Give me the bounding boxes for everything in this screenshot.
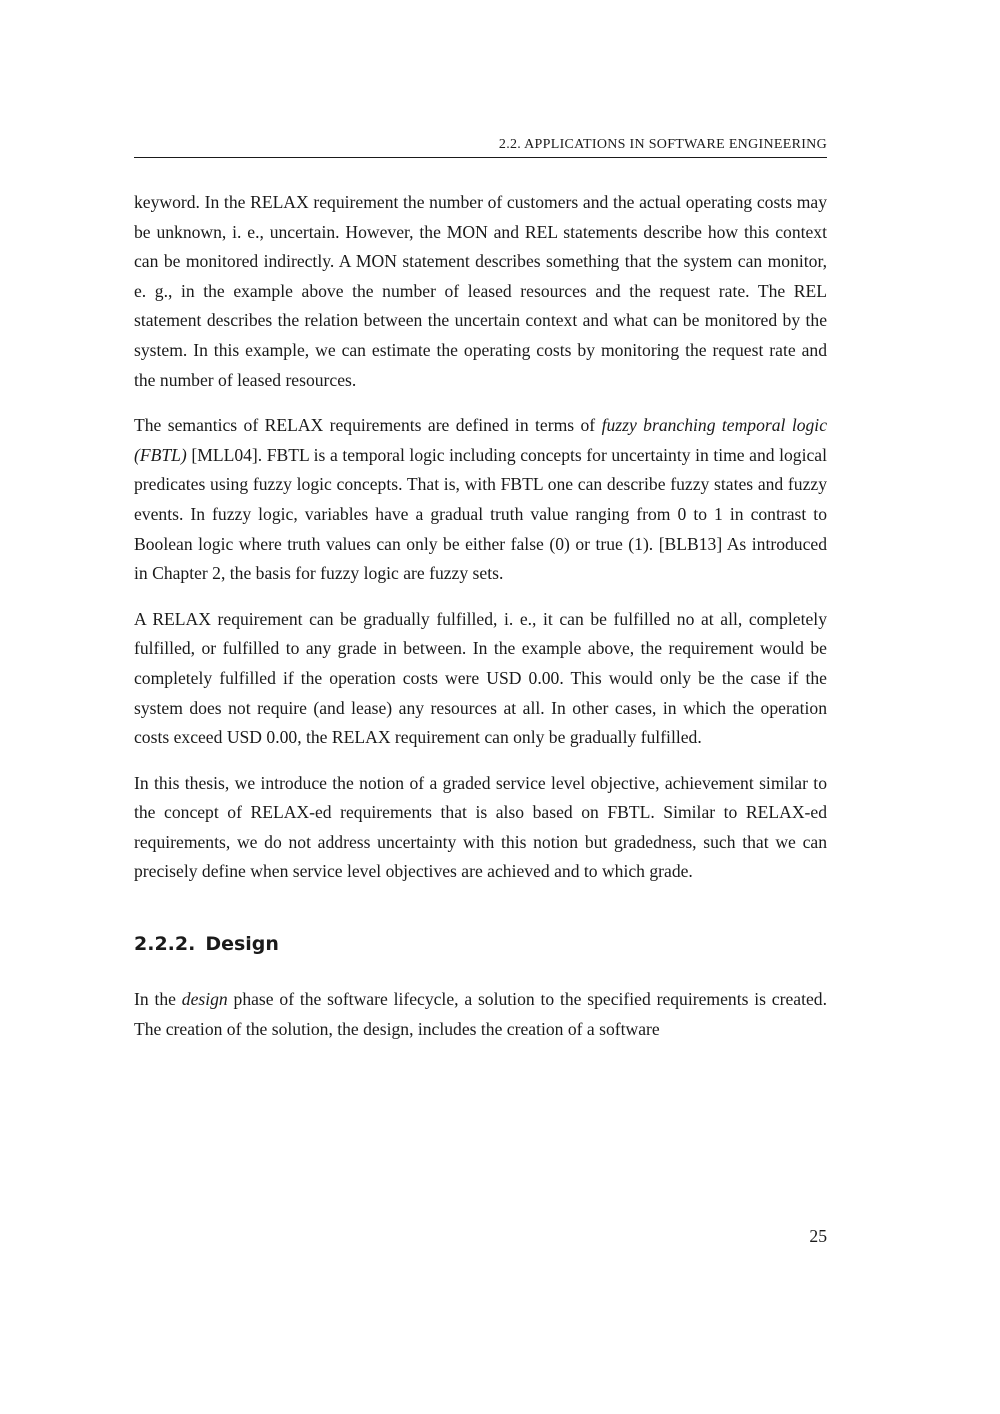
paragraph-design-text-start: In the [134, 989, 182, 1010]
paragraph-fbtl-semantics [134, 411, 827, 589]
paragraph-fbtl-text-start: The semantics of RELAX requirements are defined in terms of [134, 415, 602, 436]
term-fbtl: fuzzy branching temporal logic (FBTL) [134, 415, 828, 465]
paragraph-design-text-end: phase of the software lifecycle, a solution to the specified requirements is created. The creation of the solution, the design, includes the creation of a software [134, 989, 827, 1039]
document-page [134, 0, 827, 1414]
running-header: 2.2. APPLICATIONS IN SOFTWARE ENGINEERING [134, 137, 827, 158]
paragraph-graded-slo: In this thesis, we introduce the notion of a graded service level objective, achievement similar to the concept of RELAX-ed requirements that is also based on FBTL. Similar to RELAX-ed requirements, we do not address uncertainty with this notion but gradedness, such that we can precisely define when service level objectives are achieved and to which grade. [134, 772, 827, 882]
page-number: 25 [809, 1226, 827, 1246]
body-text [134, 188, 827, 1060]
section-title: Design [205, 933, 279, 956]
paragraph-gradual-fulfillment: A RELAX requirement can be gradually fulfilled, i. e., it can be fulfilled no at all, completely fulfilled, or fulfilled to any grade in between. In the example above, the requirement would be completely fulfilled if the operation costs were USD 0.00. This would only be the case if the system does not require (and lease) any resources at all. In other cases, in which the operation costs exceed USD 0.00, the RELAX requirement can only be gradually fulfilled. [134, 608, 827, 748]
section-heading [134, 931, 827, 957]
paragraph-design-phase [134, 985, 827, 1044]
section-number: 2.2.2. [134, 933, 196, 956]
paragraph-fbtl-text-end: [MLL04]. FBTL is a temporal logic including concepts for uncertainty in time and logical predicates using fuzzy logic concepts. That is, with FBTL one can describe fuzzy states and fuzzy events. In fuzzy logic, variables have a gradual truth value ranging from 0 to 1 in contrast to Boolean logic where truth values can only be either false (0) or true (1). [BLB13] As introduced in Chapter 2, the basis for fuzzy logic are fuzzy sets. [134, 444, 827, 584]
paragraph-relax-monitoring: keyword. In the RELAX requirement the number of customers and the actual operating costs may be unknown, i. e., uncertain. However, the MON and REL statements describe how this context can be monitored indirectly. A MON statement describes something that the system can monitor, e. g., in the example above the number of leased resources and the request rate. The REL statement describes the relation between the uncertain context and what can be monitored by the system. In this example, we can estimate the operating costs by monitoring the request rate and the number of leased resources. [134, 192, 827, 390]
term-design: design [181, 989, 228, 1010]
